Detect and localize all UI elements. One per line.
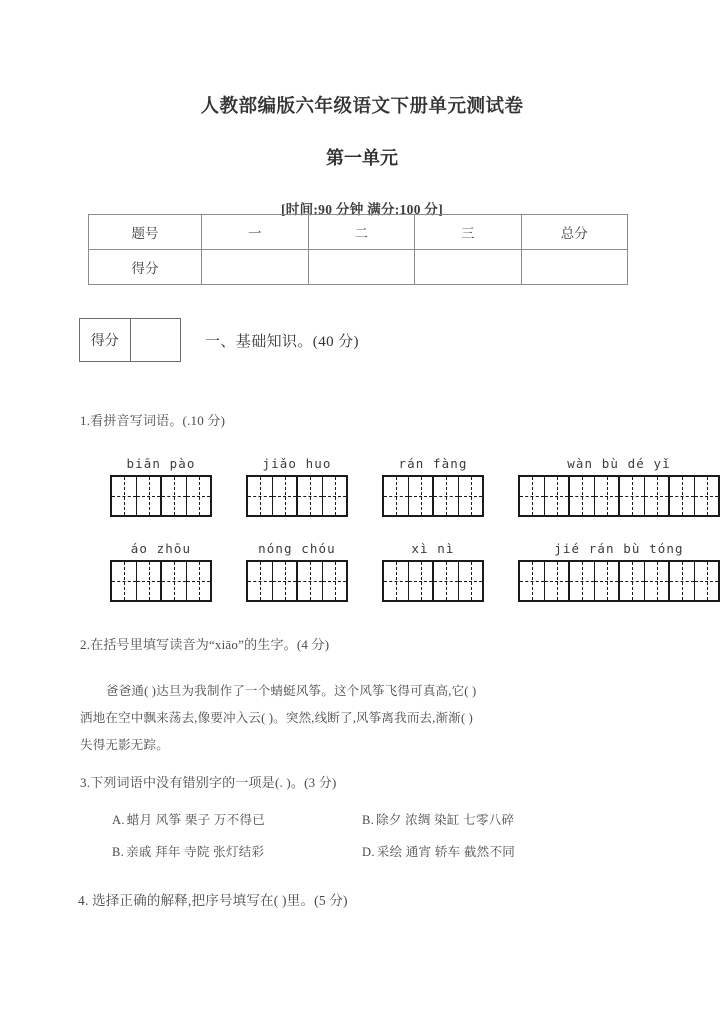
option-d[interactable] [362, 842, 515, 860]
score-box [79, 318, 181, 362]
question-3-stem: 3.下列词语中没有错别字的一项是(. )。(3 分) [80, 775, 337, 790]
option-line-2 [112, 842, 632, 860]
score-cell-total[interactable] [521, 250, 628, 285]
word-group-jieranbutong [518, 541, 720, 602]
score-summary-table [88, 214, 628, 285]
word-group-aozhou [110, 541, 212, 602]
score-table-header-title: 题号 [89, 215, 202, 250]
word-group-jiaohuo [246, 456, 348, 517]
tianzige-grid[interactable] [382, 560, 484, 602]
tianzige-grid[interactable] [246, 475, 348, 517]
pinyin-label: áo zhōu [130, 541, 192, 556]
option-b-label: B. [362, 813, 375, 827]
section-one-header [79, 318, 359, 362]
question-2-paragraph [80, 678, 642, 759]
question-4-stem: 4. 选择正确的解释,把序号填写在( )里。(5 分) [78, 893, 348, 908]
option-b[interactable] [362, 810, 514, 828]
option-d-text: 采绘 通宵 轿车 截然不同 [376, 845, 516, 859]
exam-meta: [时间:90 分钟 满分:100 分] [280, 202, 444, 217]
score-table-row-label: 得分 [89, 250, 202, 285]
option-c-text: 亲戚 拜年 寺院 张灯结彩 [126, 845, 265, 859]
pinyin-label: jiǎo huo [262, 456, 332, 471]
pinyin-grid-row-1 [110, 456, 720, 517]
pinyin-label: jié rán bù tóng [554, 541, 684, 556]
score-cell-1[interactable] [202, 250, 309, 285]
word-group-xini [382, 541, 484, 602]
unit-title: 第一单元 [326, 148, 398, 169]
option-a-text: 蜡月 风筝 栗子 万不得已 [126, 813, 266, 827]
tianzige-grid[interactable] [110, 475, 212, 517]
score-table-header-2: 二 [308, 215, 415, 250]
table-row-headers [89, 215, 628, 250]
table-row-scores [89, 250, 628, 285]
pinyin-label: xì nì [411, 541, 455, 556]
pinyin-label: nóng chóu [258, 541, 336, 556]
word-group-bianpao [110, 456, 212, 517]
option-a-label: A. [112, 813, 125, 827]
question-3-options [112, 810, 632, 874]
tianzige-grid[interactable] [246, 560, 348, 602]
word-group-ranfang [382, 456, 484, 517]
score-cell-2[interactable] [308, 250, 415, 285]
option-c-label: B. [112, 845, 125, 859]
option-a[interactable] [112, 810, 362, 828]
tianzige-grid[interactable] [382, 475, 484, 517]
tianzige-grid[interactable] [518, 475, 720, 517]
score-table-header-total: 总分 [521, 215, 628, 250]
score-table-header-1: 一 [202, 215, 309, 250]
score-cell-3[interactable] [415, 250, 522, 285]
option-c[interactable] [112, 842, 362, 860]
pinyin-label: wàn bù dé yǐ [567, 456, 671, 471]
section-heading: 一、基础知识。(40 分) [205, 333, 359, 350]
paragraph-line-2: 洒地在空中飘来荡去,像要冲入云( )。突然,线断了,风筝离我而去,渐渐( ) [80, 711, 474, 725]
page-title: 人教部编版六年级语文下册单元测试卷 [200, 96, 524, 117]
word-group-wanbudeyi [518, 456, 720, 517]
tianzige-grid[interactable] [110, 560, 212, 602]
question-2-stem: 2.在括号里填写读音为“xiāo”的生字。(4 分) [80, 637, 330, 652]
score-box-value[interactable] [131, 319, 181, 361]
pinyin-label: biān pào [126, 456, 196, 471]
option-d-label: D. [362, 845, 375, 859]
tianzige-grid[interactable] [518, 560, 720, 602]
option-line-1 [112, 810, 632, 828]
pinyin-grid-row-2 [110, 541, 720, 602]
word-group-nongchou [246, 541, 348, 602]
question-1-stem: 1.看拼音写词语。(.10 分) [80, 413, 226, 428]
pinyin-label: rán fàng [398, 456, 468, 471]
score-box-label: 得分 [80, 319, 131, 361]
paragraph-line-3: 失得无影无踪。 [80, 738, 169, 752]
option-b-text: 除夕 浓绸 染缸 七零八碎 [376, 813, 515, 827]
score-table-header-3: 三 [415, 215, 522, 250]
paragraph-line-1: 爸爸通( )达旦为我制作了一个蜻蜓风筝。这个风筝飞得可真高,它( ) [106, 684, 477, 698]
